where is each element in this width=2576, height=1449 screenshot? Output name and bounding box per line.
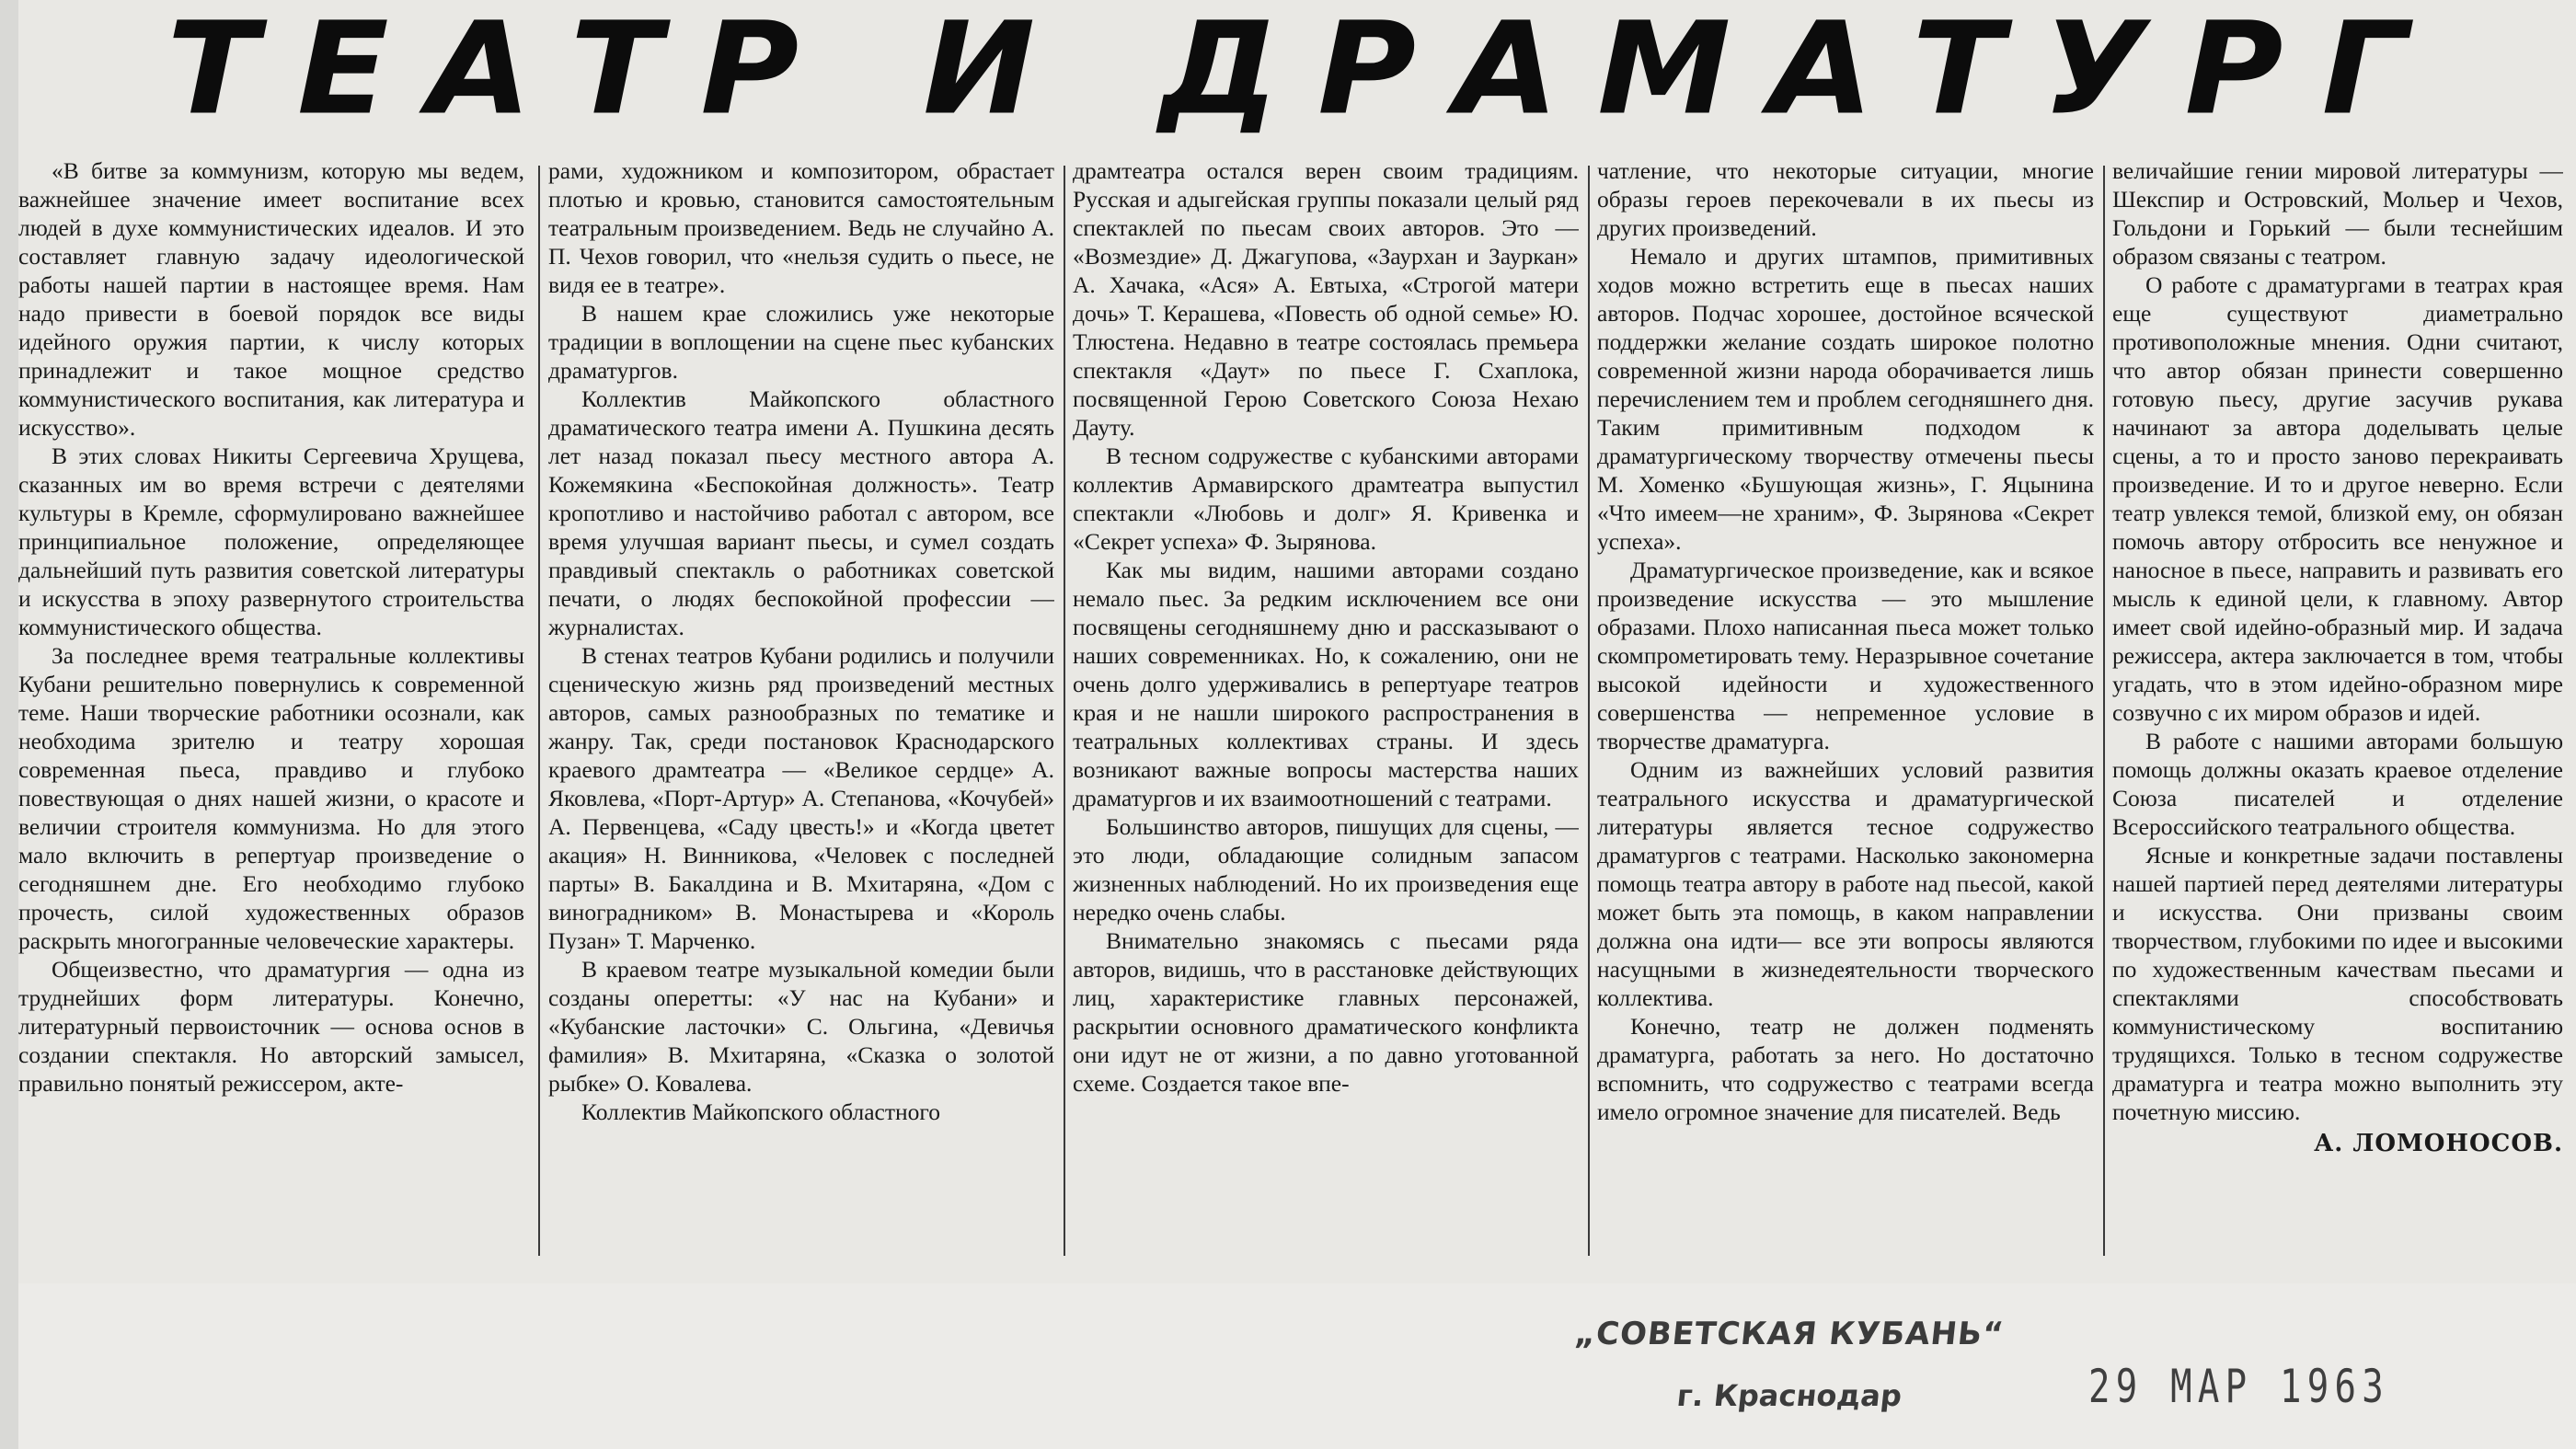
paragraph: О работе с драматургами в театрах края еще существуют диаметрально противоположные мнения. Одни считают, что автор обязан принести совершенно готовую пьесу, другие засучив рукава начинают за автора доделывать целые сцены, а то и просто заново перекраивать произведение. И то и другое неверно. Если театр увлекся темой, близкой ему, он обязан помочь автору отбросить все ненужное и наносное в пьесе, направить и развивать его мысль к единой цели, к главному. Автор имеет свой идейно-образный мир. И задача режиссера, актера заключается в том, чтобы угадать, что в этом идейно-образном мире созвучно с их миром образов и идей. bbox=[2112, 271, 2563, 726]
newspaper-stamp bbox=[1550, 1316, 2029, 1413]
article-column-2 bbox=[548, 156, 1054, 1265]
article-column-5 bbox=[2112, 156, 2563, 1265]
paragraph: В нашем крае сложились уже некоторые традиции в воплощении на сцене пьес кубанских драматургов. bbox=[548, 300, 1054, 384]
paragraph: Как мы видим, нашими авторами создано немало пьес. За редким исключением все они посвящены сегодняшнему дню и рассказывают о наших современниках. Но, к сожалению, они не очень долго удерживались в репертуаре театров края и не нашли широкого распространения в театральных коллективах страны. И здесь возникают важные вопросы мастерства наших драматургов и их взаимоотношений с театрами. bbox=[1073, 557, 1579, 811]
article-column-3 bbox=[1073, 156, 1579, 1265]
article-paper bbox=[18, 0, 2576, 1283]
date-stamp: 29 МАР 1963 bbox=[2088, 1360, 2389, 1413]
paragraph: Общеизвестно, что драматургия — одна из труднейших форм литературы. Конечно, литературный первоисточник — основа основ в создании спектакля. Но авторский замысел, правильно понятый режиссером, акте- bbox=[18, 956, 524, 1097]
newspaper-clipping bbox=[18, 0, 2576, 1449]
paragraph: В работе с нашими авторами большую помощь должны оказать краевое отделение Союза писателей и отделение Всероссийского театрального общества. bbox=[2112, 728, 2563, 840]
column-divider bbox=[1064, 166, 1065, 1256]
paragraph: Коллектив Майкопского областного bbox=[581, 1098, 940, 1125]
paragraph: В краевом театре музыкальной комедии были созданы оперетты: «У нас на Кубани» и «Кубанские ласточки» С. Ольгина, «Девичья фамилия» В. Мхитаряна, «Сказка о золотой рыбке» О. Ковалева. bbox=[548, 956, 1054, 1097]
paragraph: Коллектив Майкопского областного драматического театра имени А. Пушкина десять лет назад показал пьесу местного автора А. Кожемякина «Беспокойная должность». Театр кропотливо и настойчиво работал с автором, все время улучшая вариант пьесы, и сумел создать правдивый спектакль о работниках советской печати, о людях беспокойной профессии — журналистах. bbox=[548, 385, 1054, 640]
author-signature: А. ЛОМОНОСОВ. bbox=[2314, 1130, 2563, 1157]
paragraph: рами, художником и композитором, обрастает плотью и кровью, становится самостоятельным театральным произведением. Ведь не случайно А. П. Чехов говорил, что «нельзя судить о пьесе, не видя ее в театре». bbox=[548, 157, 1054, 298]
paragraph: За последнее время театральные коллективы Кубани решительно повернулись к современной теме. Наши творческие работники осознали, как необходима зрителю и театру хорошая современная пьеса, правдиво и глубоко повествующая о днях нашей жизни, о красоте и величии строителя коммунизма. Но для этого мало включить в репертуар произведение о сегодняшнем дне. Его необходимо глубоко прочесть, силой художественных образов раскрыть многогранные человеческие характеры. bbox=[18, 642, 524, 954]
stamp-city: г. Краснодар bbox=[1674, 1378, 1904, 1413]
paragraph: Внимательно знакомясь с пьесами ряда авторов, видишь, что в расстановке действующих лиц, характеристике главных персонажей, раскрытии основного драматического конфликта они идут не от жизни, а по давно уготованной схеме. Создается такое впе- bbox=[1073, 927, 1579, 1097]
paragraph: В стенах театров Кубани родились и получили сценическую жизнь ряд произведений местных авторов, самых разнообразных по тематике и жанру. Так, среди постановок Краснодарского краевого драмтеатра — «Великое сердце» А. Яковлева, «Порт-Артур» А. Степанова, «Кочубей» А. Первенцева, «Саду цвесть!» и «Когда цветет акация» Н. Винникова, «Человек с последней парты» В. Бакалдина и В. Мхитаряна, «Дом с виноградником» В. Монастырева и «Король Пузан» Т. Марченко. bbox=[548, 642, 1054, 954]
article-headline bbox=[74, 0, 2539, 144]
paragraph: величайшие гении мировой литературы — Шекспир и Островский, Мольер и Чехов, Гольдони и Горький — были теснейшим образом связаны с театром. bbox=[2112, 157, 2563, 270]
column-divider bbox=[538, 166, 540, 1256]
article-column-4 bbox=[1597, 156, 2094, 1265]
paragraph: Одним из важнейших условий развития театрального искусства и драматургической литературы является тесное содружество драматургов с театрами. Насколько закономерна помощь театра автору в работе над пьесой, какой может быть эта помощь, в каком направлении должна она идти— все эти вопросы являются насущными в жизнедеятельности творческого коллектива. bbox=[1597, 756, 2094, 1011]
paragraph: «В битве за коммунизм, которую мы ведем, важнейшее значение имеет воспитание всех людей в духе коммунистических идеалов. И это составляет главную задачу идеологической работы нашей партии в настоящее время. Нам надо привести в боевой порядок все виды идейного оружия партии, к числу которых принадлежит и такое мощное средство коммунистического воспитания, как литература и искусство». bbox=[18, 157, 524, 441]
paragraph: Драматургическое произведение, как и всякое произведение искусства — это мышление образами. Плохо написанная пьеса может только скомпрометировать тему. Неразрывное сочетание высокой идейности и художественного совершенства — непременное условие в творчестве драматурга. bbox=[1597, 557, 2094, 754]
paragraph: драмтеатра остался верен своим традициям. Русская и адыгейская группы показали целый ряд спектаклей по пьесам своих авторов. Это — «Возмездие» Д. Джагупова, «Заурхан и Зауркан» А. Хачака, «Ася» А. Евтыха, «Строгой матери дочь» Т. Керашева, «Повесть об одной семье» Ю. Тлюстена. Недавно в театре состоялась премьера спектакля «Даут» по пьесе Г. Схаплока, посвященной Герою Советского Союза Нехаю Дауту. bbox=[1073, 157, 1579, 441]
paragraph: Конечно, театр не должен подменять драматурга, работать за него. Но достаточно вспомнить, что содружество с театрами всегда имело огромное значение для писателей. Ведь bbox=[1597, 1013, 2094, 1125]
paragraph: чатление, что некоторые ситуации, многие образы героев перекочевали в их пьесы из других произведений. bbox=[1597, 157, 2094, 241]
headline-text: ТЕАТР И ДРАМАТУРГ bbox=[167, 0, 2446, 144]
stamp-newspaper-name: „СОВЕТСКАЯ КУБАНЬ“ bbox=[1572, 1316, 2007, 1352]
paragraph: В этих словах Никиты Сергеевича Хрущева, сказанных им во время встречи с деятелями культуры в Кремле, сформулировано важнейшее принципиальное положение, определяющее дальнейший путь развития советской литературы и искусства в эпоху развернутого строительства коммунистического общества. bbox=[18, 443, 524, 640]
paragraph: В тесном содружестве с кубанскими авторами коллектив Армавирского драмтеатра выпустил спектакли «Любовь и долг» Я. Кривенка и «Секрет успеха» Ф. Зырянова. bbox=[1073, 443, 1579, 555]
column-divider bbox=[1588, 166, 1590, 1256]
article-body bbox=[18, 156, 2576, 1265]
paragraph: Немало и других штампов, примитивных ходов можно встретить еще в пьесах наших авторов. Подчас хорошее, достойное всяческой поддержки желание создать широкое полотно современной жизни народа оборачивается лишь перечислением тем и проблем сегодняшнего дня. Таким примитивным подходом к драматургическому творчеству отмечены пьесы М. Хоменко «Бушующая жизнь», Г. Яцынина «Что имеем—не храним», Ф. Зырянова «Секрет успеха». bbox=[1597, 243, 2094, 555]
paragraph: Ясные и конкретные задачи поставлены нашей партией перед деятелями литературы и искусства. Они призваны своим творчеством, глубокими по идее и высокими по художественным качествам пьесами и спектаклями способствовать коммунистическому воспитанию трудящихся. Только в тесном содружестве драматурга и театра можно выполнить эту почетную миссию. bbox=[2112, 842, 2563, 1125]
paragraph: Большинство авторов, пишущих для сцены, — это люди, обладающие солидным запасом жизненных наблюдений. Но их произведения еще нередко очень слабы. bbox=[1073, 813, 1579, 926]
article-column-1 bbox=[18, 156, 524, 1265]
column-divider bbox=[2103, 166, 2105, 1256]
